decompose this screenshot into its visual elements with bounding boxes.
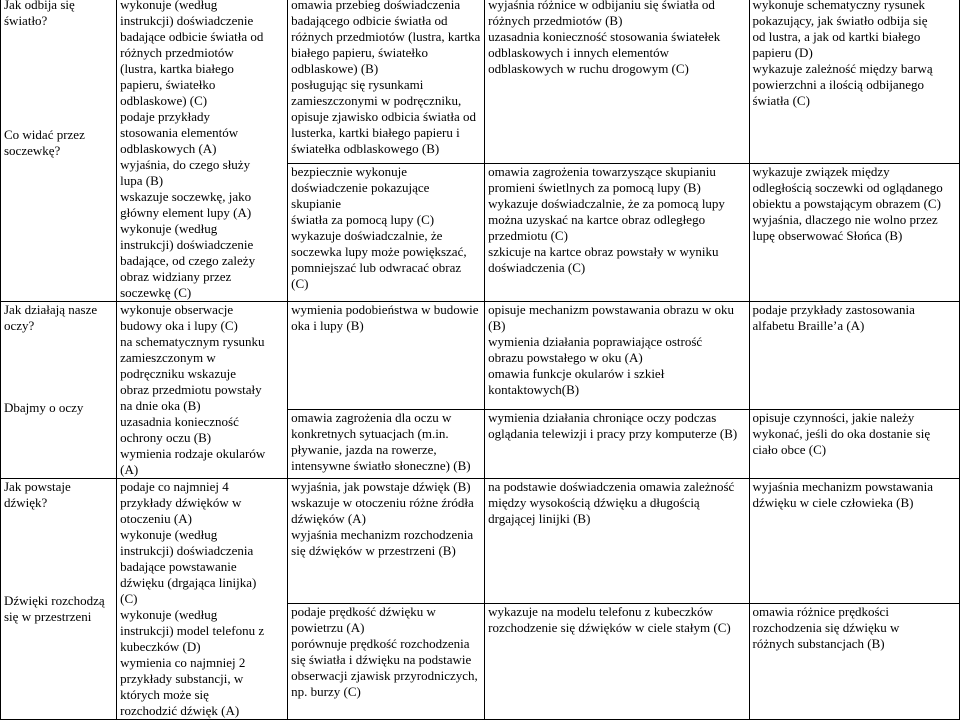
requirement-cell [749, 410, 960, 479]
requirement-cell [749, 302, 960, 410]
req-travel-extended: podaje prędkość dźwięku w powietrzu (A) porównuje prędkość rozchodzenia się światła i dźwięku na podstawie obserwacji zjawisk przyrodniczych, np. burzy (C) [291, 603, 478, 699]
requirement-cell [485, 0, 749, 164]
req-eyes-basic: wykonuje obserwacje budowy oka i lupy (C) na schematycznym rysunku zamieszczonym w podręczniku wskazuje obraz przedmiotu powstały na dnie oka (B) [120, 302, 265, 413]
requirement-cell [117, 479, 288, 720]
req-care-basic: uzasadnia konieczność ochrony oczu (B) wymienia rodzaje okularów (A) [120, 414, 266, 477]
requirement-cell [117, 0, 288, 302]
topic-lens: Co widać przez soczewkę? [4, 127, 85, 158]
requirement-cell [288, 164, 485, 302]
requirement-cell [288, 603, 485, 719]
req-sound-excellent: wyjaśnia mechanizm powstawania dźwięku w ciele człowieka (B) [752, 479, 933, 510]
requirement-cell [288, 302, 485, 410]
topic-cell [1, 302, 117, 479]
req-light-extended: omawia przebieg doświadczenia badającego odbicie światła od różnych przedmiotów (lustra, kartka białego papieru, światełko odblaskowe) (B) posługując się rysunkami zamieszczonymi w podręczniku, opisuje zjawisko odbicia światła od lusterka, kartki białego papieru i światełka odblaskowego (B) [291, 0, 481, 156]
req-eyes-excellent: podaje przykłady zastosowania alfabetu Braille’a (A) [752, 302, 915, 333]
req-travel-excellent: omawia różnice prędkości rozchodzenia się dźwięku w różnych substancjach (B) [752, 603, 900, 651]
requirement-cell [288, 479, 485, 604]
table-row [1, 302, 960, 410]
requirement-cell [485, 479, 749, 604]
topic-eye-care: Dbajmy o oczy [4, 400, 84, 415]
req-eyes-advanced: opisuje mechanizm powstawania obrazu w oku (B) wymienia działania poprawiające ostrość obrazu powstałego w oku (A) omawia funkcje okularów i szkieł kontaktowych(B) [488, 302, 734, 397]
req-sound-basic: podaje co najmniej 4 przykłady dźwięków w otoczeniu (A) wykonuje (według instrukcji) doświadczenia badające powstawanie dźwięku (drgająca linijka) (C) [120, 479, 257, 606]
req-sound-extended: wyjaśnia, jak powstaje dźwięk (B) wskazuje w otoczeniu różne źródła dźwięków (A) wyjaśnia mechanizm rozchodzenia się dźwięków w przestrzeni (B) [291, 479, 474, 558]
requirement-cell [749, 0, 960, 164]
req-care-extended: omawia zagrożenia dla oczu w konkretnych sytuacjach (m.in. pływanie, jazda na rowerze, intensywne światło słoneczne) (B) [291, 410, 471, 474]
requirement-cell [749, 164, 960, 302]
topic-light-reflection: Jak odbija się światło? [4, 0, 75, 28]
req-lens-excellent: wykazuje związek między odległością soczewki od oglądanego obiektu a powstającym obrazem (C) wyjaśnia, dlaczego nie wolno przez lupę obserwować Słońca (B) [752, 164, 943, 244]
topic-sound: Jak powstaje dźwięk? [4, 479, 71, 510]
req-sound-advanced: na podstawie doświadczenia omawia zależność między wysokością dźwięku a długością drgającej linijki (B) [488, 479, 735, 526]
req-travel-basic: wykonuje (według instrukcji) model telefonu z kubeczków (D) wymienia co najmniej 2 przykłady substancji, w których może się rozchodzić dźwięk (A) [120, 607, 265, 718]
requirement-cell [485, 410, 749, 479]
topic-cell [1, 0, 117, 302]
requirement-cell [117, 302, 288, 479]
topic-eyes: Jak działają nasze oczy? [4, 302, 98, 333]
requirement-cell [288, 410, 485, 479]
table-row [1, 0, 960, 164]
req-light-excellent: wykonuje schematyczny rysunek pokazujący, jak światło odbija się od lustra, a jak od kartki białego papieru (D) wykazuje zależność między barwą powierzchni a ilością odbijanego światła (C) [752, 0, 933, 108]
requirement-cell [288, 0, 485, 164]
req-lens-extended: bezpiecznie wykonuje doświadczenie pokazujące skupianie światła za pomocą lupy (C) wykazuje doświadczalnie, że soczewka lupy może powiększać, pomniejszać lub odwracać obraz (C) [291, 164, 467, 292]
topic-sound-travel: Dźwięki rozchodzą się w przestrzeni [4, 593, 105, 624]
req-eyes-extended: wymienia podobieństwa w budowie oka i lupy (B) [291, 302, 479, 333]
requirement-cell [485, 302, 749, 410]
req-care-advanced: wymienia działania chroniące oczy podczas oglądania telewizji i pracy przy komputerze (B) [488, 410, 738, 442]
table-row [1, 479, 960, 604]
req-lens-advanced: omawia zagrożenia towarzyszące skupianiu promieni świetlnych za pomocą lupy (B) wykazuje doświadczalnie, że za pomocą lupy można uzyskać na kartce obraz odległego przedmiotu (C) szkicuje na kartce obraz powstały w wyniku doświadczenia (C) [488, 164, 725, 276]
req-travel-advanced: wykazuje na modelu telefonu z kubeczków rozchodzenie się dźwięków w ciele stałym (C) [488, 603, 731, 635]
requirement-cell [749, 603, 960, 719]
req-light-advanced: wyjaśnia różnice w odbijaniu się światła od różnych przedmiotów (B) uzasadnia konieczność stosowania światełek odblaskowych i innych elementów odblaskowych w ruchu drogowym (C) [488, 0, 721, 76]
req-care-excellent: opisuje czynności, jakie należy wykonać, jeśli do oka dostanie się ciało obce (C) [752, 410, 931, 458]
requirement-cell [485, 164, 749, 302]
req-lens-basic: wyjaśnia, do czego służy lupa (B) wskazuje soczewkę, jako główny element lupy (A) wykonuje (według instrukcji) doświadczenie badające, od czego zależy obraz widziany przez soczewkę (C) [120, 157, 256, 300]
requirement-cell [749, 479, 960, 604]
req-light-basic: wykonuje (według instrukcji) doświadczenie badające odbicie światła od różnych przedmiotów (lustra, kartka białego papieru, światełko odblaskowe) (C) podaje przykłady stosowania elementów odblaskowych (A) [120, 0, 264, 156]
topic-cell [1, 479, 117, 720]
requirement-cell [485, 603, 749, 719]
